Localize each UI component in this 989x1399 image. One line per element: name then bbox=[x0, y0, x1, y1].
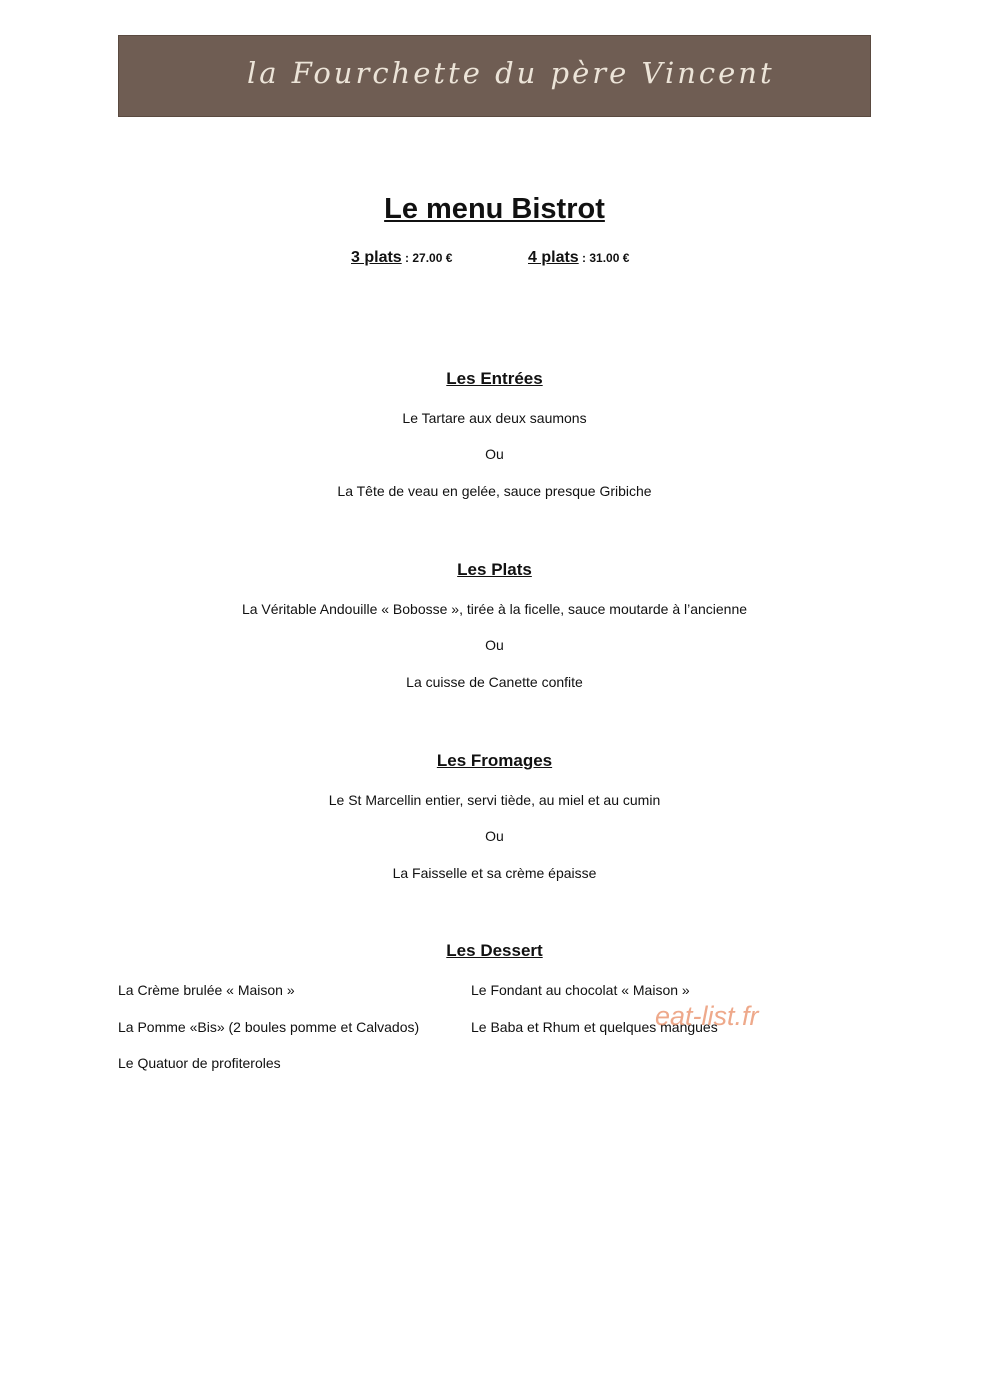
dessert-item: Le Fondant au chocolat « Maison » bbox=[471, 982, 690, 998]
watermark: eat-list.fr bbox=[655, 1001, 759, 1031]
section-title-entrees: Les Entrées bbox=[446, 369, 543, 388]
price-amount: : 31.00 € bbox=[578, 251, 630, 265]
price-3-plats bbox=[351, 249, 452, 267]
dessert-item: La Pomme «Bis» (2 boules pomme et Calvados) bbox=[118, 1019, 420, 1035]
menu-title: Le menu Bistrot bbox=[384, 193, 605, 225]
menu-item: Le Tartare aux deux saumons bbox=[402, 410, 587, 426]
price-4-plats bbox=[528, 249, 629, 267]
menu-item: Le St Marcellin entier, servi tiède, au miel et au cumin bbox=[328, 792, 661, 808]
menu-separator: Ou bbox=[485, 446, 504, 462]
price-label: 4 plats bbox=[528, 249, 579, 266]
menu-item: La Faisselle et sa crème épaisse bbox=[392, 865, 597, 881]
menu-separator: Ou bbox=[485, 637, 504, 653]
price-amount: : 27.00 € bbox=[401, 251, 453, 265]
dessert-item: Le Quatuor de profiteroles bbox=[118, 1055, 281, 1071]
menu-separator: Ou bbox=[485, 828, 504, 844]
menu-item: La cuisse de Canette confite bbox=[406, 674, 583, 690]
restaurant-banner bbox=[118, 35, 871, 117]
section-title-desserts: Les Dessert bbox=[446, 941, 543, 960]
restaurant-name: la Fourchette du père Vincent bbox=[247, 56, 775, 90]
menu-item: La Véritable Andouille « Bobosse », tirée à la ficelle, sauce moutarde à l’ancienne bbox=[241, 601, 748, 617]
section-title-plats: Les Plats bbox=[457, 560, 532, 579]
menu-item: La Tête de veau en gelée, sauce presque Gribiche bbox=[337, 483, 652, 499]
dessert-item: Le Baba et Rhum et quelques mangues bbox=[471, 1019, 718, 1035]
section-title-fromages: Les Fromages bbox=[436, 751, 553, 770]
dessert-item: La Crème brulée « Maison » bbox=[118, 982, 295, 998]
price-label: 3 plats bbox=[351, 249, 402, 266]
